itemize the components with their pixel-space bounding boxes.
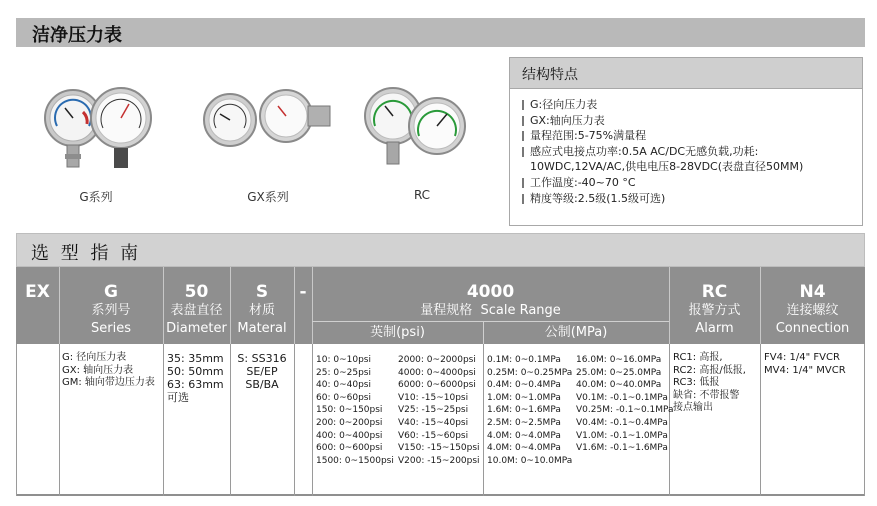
option-line: 600: 0~600psi — [316, 443, 383, 454]
rc-gauge-image — [355, 82, 480, 182]
column-header-alarm — [669, 282, 760, 338]
option-line: 400: 0~400psi — [316, 430, 383, 441]
option-line: GM: 轴向带边压力表 — [62, 377, 155, 389]
photo-caption-g: G系列 — [79, 190, 113, 204]
option-line: 63: 63mm — [167, 378, 224, 391]
body-divider — [864, 344, 865, 496]
feature-item: 工作温度:-40~70 °C — [522, 175, 856, 191]
option-line: SB/BA — [245, 378, 279, 391]
option-line: 0.1M: 0~0.1MPa — [487, 355, 561, 365]
option-line: V200: -15~200psi — [398, 455, 480, 466]
feature-item: 感应式电接点功率:0.5A AC/DC无感负载,功耗: — [522, 144, 856, 160]
option-line: 200: 0~200psi — [316, 417, 383, 428]
column-header-dash — [294, 282, 312, 302]
body-divider — [16, 344, 17, 496]
option-line: V10: -15~10psi — [398, 392, 469, 403]
feature-item-continued: 10WDC,12VA/AC,供电电压8-28VDC(表盘直径50MM) — [530, 160, 804, 174]
option-line: RC3: 低报 — [673, 377, 720, 389]
option-line: 35: 35mm — [167, 352, 224, 365]
option-line: V0.4M: -0.1~0.4MPa — [576, 417, 668, 428]
body-divider — [760, 344, 761, 496]
range-mpa-options-a — [487, 354, 572, 467]
column-header-ex — [16, 282, 59, 302]
option-line: SE/EP — [246, 365, 278, 378]
series-en-label: Series — [91, 321, 131, 336]
option-line: 0.4M: 0~0.4MPa — [487, 380, 561, 391]
option-line: 25.0M: 0~25.0MPa — [576, 367, 662, 378]
material-cn-label: 材质 — [248, 303, 275, 318]
option-line: 60: 0~60psi — [316, 392, 371, 403]
range-psi-label-wrap — [312, 324, 483, 342]
option-line: V25: -15~25psi — [398, 405, 469, 416]
feature-item: 精度等级:2.5级(1.5级可选) — [522, 191, 856, 207]
option-line: 6000: 0~6000psi — [398, 380, 476, 391]
body-divider — [483, 344, 484, 496]
option-line: 50: 50mm — [167, 365, 224, 378]
option-line: 缺省: 不带报警 — [673, 389, 740, 401]
column-header-diameter — [163, 282, 230, 338]
option-line: 接点输出 — [673, 402, 713, 414]
features-header — [510, 58, 862, 89]
code-series: G — [104, 282, 118, 302]
option-line: 2.5M: 0~2.5MPa — [487, 417, 561, 428]
photo-caption-rc: RC — [413, 188, 431, 202]
option-line: 2000: 0~2000psi — [398, 355, 476, 365]
g-series-gauge-image — [35, 82, 160, 182]
column-divider — [294, 267, 295, 344]
code-material: S — [255, 282, 269, 302]
connection-en-label: Connection — [775, 321, 850, 336]
option-line: G: 径向压力表 — [62, 352, 127, 363]
column-header-series — [59, 282, 163, 338]
option-line: FV4: 1/4" FVCR — [764, 352, 840, 363]
code-alarm: RC — [701, 282, 728, 302]
option-line: 150: 0~150psi — [316, 405, 383, 416]
option-line: 1.6M: 0~1.6MPa — [487, 405, 561, 416]
series-options — [62, 352, 155, 390]
option-line: V0.25M: -0.1~0.1MPa — [576, 405, 674, 416]
option-line: 16.0M: 0~16.0MPa — [576, 355, 662, 365]
option-line: S: SS316 — [237, 352, 287, 365]
range-mpa-options-b — [576, 354, 674, 455]
option-line: 40.0M: 0~40.0MPa — [576, 380, 662, 391]
material-en-label: Materal — [237, 321, 287, 336]
selection-guide-bar — [16, 233, 865, 267]
connection-cn-label: 连接螺纹 — [786, 303, 839, 318]
option-line: V1.6M: -0.1~1.6MPa — [576, 443, 668, 454]
range-label: 量程规格 Scale Range — [420, 303, 561, 318]
option-line: 1.0M: 0~1.0MPa — [487, 392, 561, 403]
range-psi-label: 英制(psi) — [370, 325, 425, 340]
code-connection: N4 — [799, 282, 826, 302]
option-line: V1.0M: -0.1~1.0MPa — [576, 430, 668, 441]
selection-guide-heading: 选 型 指 南 — [31, 243, 142, 264]
page-title: 洁净压力表 — [32, 25, 122, 46]
body-divider — [59, 344, 60, 496]
option-line: 25: 0~25psi — [316, 367, 371, 378]
series-cn-label: 系列号 — [91, 303, 131, 318]
option-line: V0.1M: -0.1~0.1MPa — [576, 392, 668, 403]
option-line: 4.0M: 0~4.0MPa — [487, 430, 561, 441]
features-heading: 结构特点 — [522, 67, 578, 83]
alarm-en-label: Alarm — [695, 321, 734, 336]
alarm-cn-label: 报警方式 — [688, 303, 741, 318]
code-dash: - — [299, 282, 307, 302]
diameter-en-label: Diameter — [166, 321, 227, 336]
option-line: V150: -15~150psi — [398, 443, 480, 454]
range-psi-options-a — [316, 354, 394, 467]
features-box — [509, 57, 863, 226]
page-title-bar — [16, 18, 865, 47]
body-divider — [294, 344, 295, 496]
feature-item: GX:轴向压力表 — [522, 113, 856, 129]
gx-series-gauge-image — [196, 86, 336, 176]
option-line: 10.0M: 0~10.0MPa — [487, 455, 573, 466]
option-line: 4.0M: 0~4.0MPa — [487, 443, 561, 454]
feature-item: 量程范围:5-75%满量程 — [522, 128, 856, 144]
code-diameter: 50 — [184, 282, 209, 302]
feature-item: G:径向压力表 — [522, 97, 856, 113]
option-line: RC1: 高报, — [673, 352, 723, 363]
column-header-material — [230, 282, 294, 338]
body-divider — [163, 344, 164, 496]
column-header-range — [312, 282, 669, 320]
option-line: 10: 0~10psi — [316, 355, 371, 365]
option-line: 40: 0~40psi — [316, 380, 371, 391]
column-header-connection — [760, 282, 865, 338]
option-line: 4000: 0~4000psi — [398, 367, 476, 378]
body-divider — [312, 344, 313, 496]
range-mpa-label-wrap — [483, 324, 669, 342]
photo-caption-gx: GX系列 — [247, 190, 289, 204]
option-line: MV4: 1/4" MVCR — [764, 364, 846, 376]
diameter-options — [167, 352, 224, 404]
option-line: V40: -15~40psi — [398, 417, 469, 428]
option-line: 1500: 0~1500psi — [316, 455, 394, 466]
features-list — [522, 97, 856, 206]
body-divider — [230, 344, 231, 496]
code-range: 4000 — [466, 282, 515, 302]
diameter-cn-label: 表盘直径 — [170, 303, 223, 318]
option-line: 可选 — [167, 391, 189, 404]
range-subheader-divider — [312, 321, 669, 322]
range-psi-options-b — [398, 354, 480, 467]
alarm-options — [673, 352, 746, 415]
code-ex: EX — [25, 282, 50, 302]
option-line: RC2: 高报/低报, — [673, 364, 746, 376]
option-line: V60: -15~60psi — [398, 430, 469, 441]
option-line: GX: 轴向压力表 — [62, 364, 134, 376]
option-line: 0.25M: 0~0.25MPa — [487, 367, 573, 378]
material-options — [232, 352, 292, 391]
connection-options — [764, 352, 846, 377]
range-mpa-label: 公制(MPa) — [544, 325, 608, 340]
